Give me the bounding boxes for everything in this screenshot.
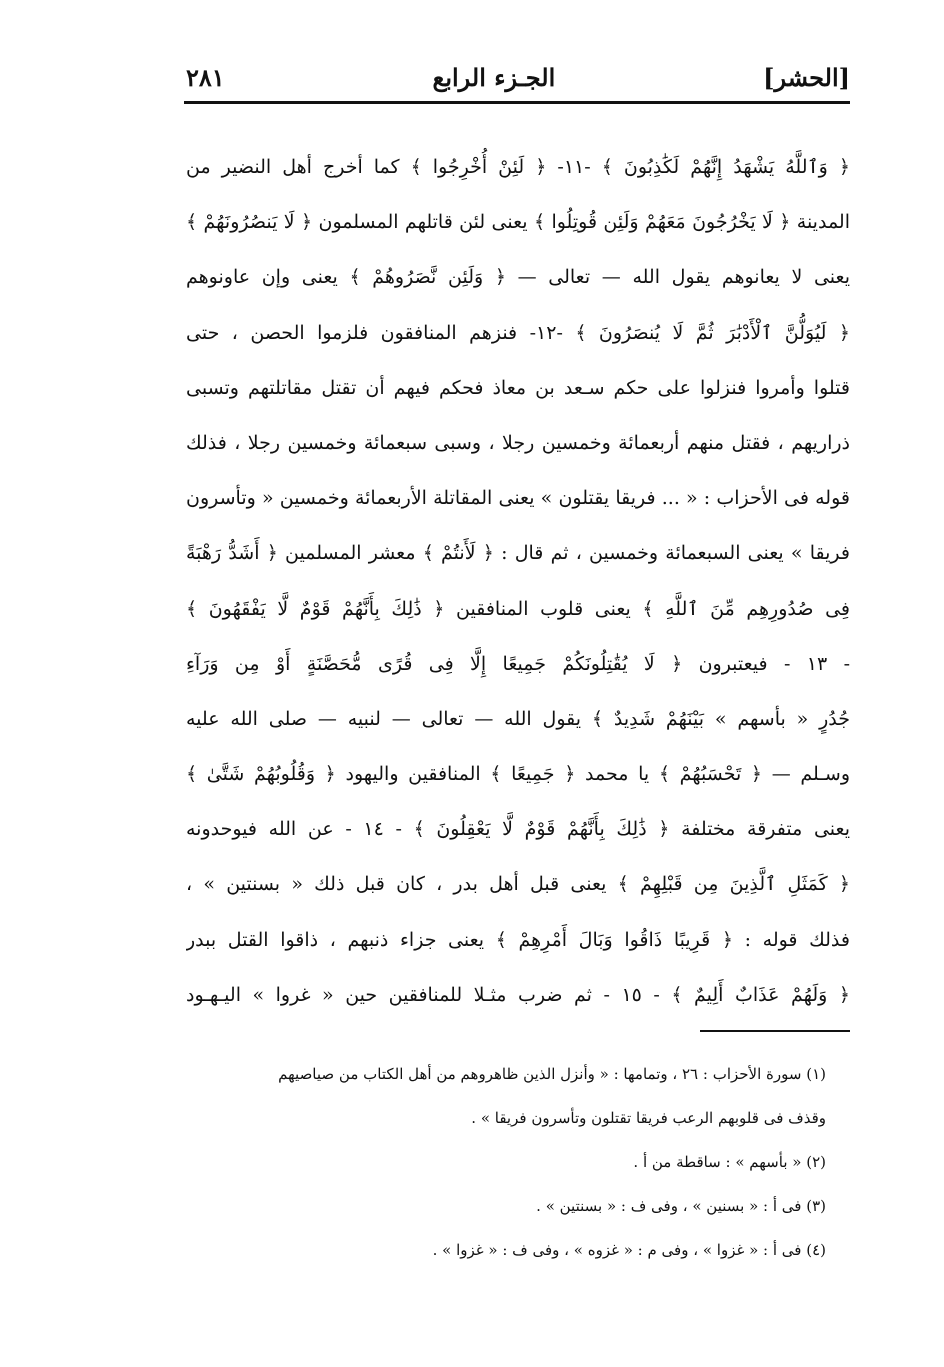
text-line: - ١٣ - فيعتبرون ﴿ لَا يُقَٰتِلُونَكُمْ جَمِيعًا إِلَّا فِى قُرًى مُّحَصَّنَةٍ أَوْ مِن وَرَآءِ xyxy=(186,652,850,675)
text-line: وسـلم — ﴿ تَحْسَبُهُمْ ﴾ يا محمد ﴿ جَمِيعًا ﴾ المنافقين واليهود ﴿ وَقُلُوبُهُمْ شَتَّىٰ ﴾ xyxy=(186,763,850,786)
text-line: المدينة ﴿ لَا يَخْرُجُونَ مَعَهُمْ وَلَئِن قُوتِلُوا ﴾ يعنى لئن قاتلهم المسلمون ﴿ لَا يَنصُرُونَهُمْ ﴾ xyxy=(186,211,850,234)
text-line: فذلك قوله : ﴿ قَرِيبًا ذَاقُوا وَبَالَ أَمْرِهِمْ ﴾ يعنى جزاء ذنبهم ، ذاقوا القتل ببدر xyxy=(186,928,850,951)
text-line: جُدُرٍ « بأسهم » بَيْنَهُمْ شَدِيدٌ ﴾ يقول الله — تعالى — لنبيه — صلى الله عليه xyxy=(186,707,850,730)
text-line: ﴿ وَلَهُمْ عَذَابٌ أَلِيمٌ ﴾ - ١٥ - ثم ضرب مثـلا للمنافقين حين « غروا » اليـهـود xyxy=(186,983,850,1006)
header-divider xyxy=(184,101,850,104)
footnote-divider xyxy=(700,1030,850,1032)
text-line: فريقا » يعنى السبعمائة وخمسين ، ثم قال : ﴿ لَأَنتُمْ ﴾ معشر المسلمين ﴿ أَشَدُّ رَهْبَةً xyxy=(186,542,850,565)
footnote: (٣) فى أ : « بسنين » ، وفى ف : « بسنتين » . xyxy=(536,1197,826,1215)
text-line: ذراريهم ، فقتل منهم أربعمائة وخمسين رجلا ، وسبى سبعمائة وخمسين رجلا ، فذلك xyxy=(186,431,850,454)
text-line: قتلوا وأمروا فنزلوا على حكم سـعد بن معاذ فحكم فيهم أن تقتل مقاتلتهم وتسبى xyxy=(186,376,850,399)
footnote-continuation: وقذف فى قلوبهم الرعب فريقا تقتلون وتأسرون فريقا » . xyxy=(471,1109,826,1127)
surah-name: [الحشر] xyxy=(763,63,850,92)
page-number: ٢٨١ xyxy=(186,63,225,92)
text-line: ﴿ كَمَثَلِ ٱلَّذِينَ مِن قَبْلِهِمْ ﴾ يعنى قبل أهل بدر ، كان قبل ذلك « بسنتين » ، xyxy=(186,873,850,896)
text-line: ﴿ لَيُوَلُّنَّ ٱلْأَدْبَٰرَ ثُمَّ لَا يُنصَرُونَ ﴾ -١٢- فنزهم المنافقون فلزموا الحصن ، حتى xyxy=(186,321,850,344)
footnote: (٢) « بأسهم » : ساقطة من أ . xyxy=(633,1153,826,1171)
text-line: قوله فى الأحزاب : « ... فريقا يقتلون » يعنى المقاتلة الأربعمائة وخمسين « وتأسرون xyxy=(186,487,850,510)
footnote: (١) سورة الأحزاب : ٢٦ ، وتمامها : « وأنزل الذين ظاهروهم من أهل الكتاب من صياصيهم xyxy=(278,1065,826,1083)
footnote: (٤) فى أ : « غزوا » ، وفى م : « غزوه » ، وفى ف : « غزوا » . xyxy=(432,1241,826,1259)
part-title: الجـزء الرابع xyxy=(432,63,556,92)
text-line: ﴿ وَٱللَّهُ يَشْهَدُ إِنَّهُمْ لَكَٰذِبُونَ ﴾ -١١- ﴿ لَئِنْ أُخْرِجُوا ﴾ كما أخرج أهل النضير من xyxy=(186,156,850,178)
text-line: يعنى متفرقة مختلفة ﴿ ذَٰلِكَ بِأَنَّهُمْ قَوْمٌ لَّا يَعْقِلُونَ ﴾ - ١٤ - عن الله فيوحدونه xyxy=(186,818,850,841)
main-text xyxy=(186,140,850,1023)
text-line: يعنى لا يعانوهم يقول الله — تعالى — ﴿ وَلَئِن نَّصَرُوهُمْ ﴾ يعنى وإن عاونوهم xyxy=(186,266,850,289)
text-line: فِى صُدُورِهِم مِّنَ ٱللَّهِ ﴾ يعنى قلوب المنافقين ﴿ ذَٰلِكَ بِأَنَّهُمْ قَوْمٌ لَّا يَفْقَهُونَ ﴾ xyxy=(186,597,850,620)
page-header xyxy=(186,52,850,92)
footnotes xyxy=(186,1052,826,1272)
